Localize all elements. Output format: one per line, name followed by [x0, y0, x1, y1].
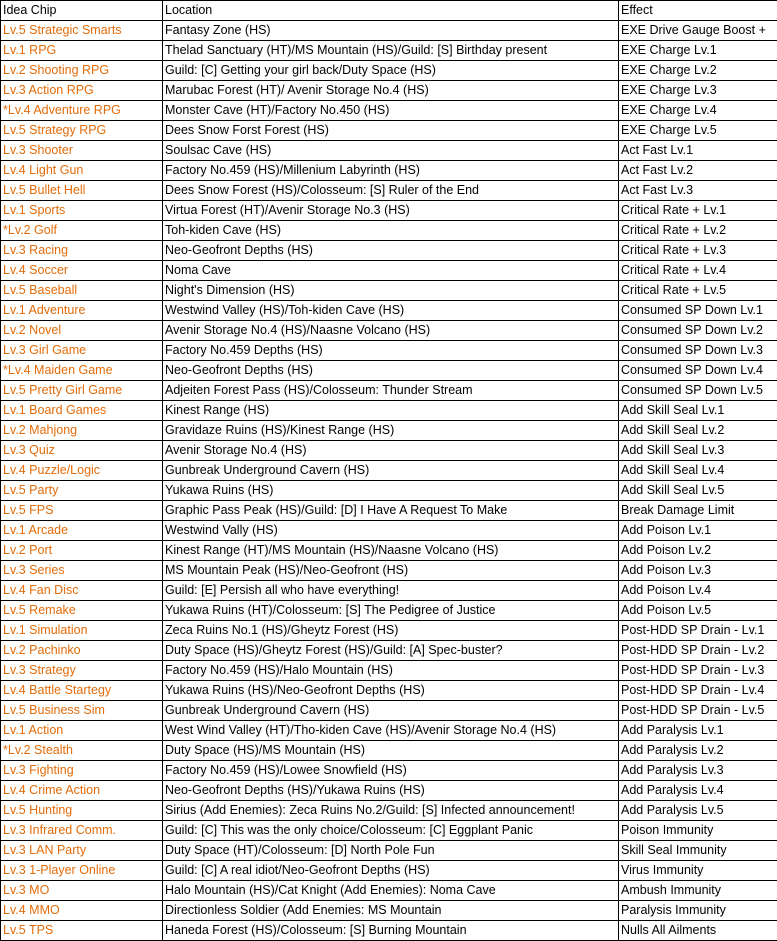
location-cell: Neo-Geofront Depths (HS)/Yukawa Ruins (HS): [163, 781, 619, 801]
idea-chip-cell: Lv.3 Action RPG: [1, 81, 163, 101]
effect-cell: Add Skill Seal Lv.4: [619, 461, 777, 481]
effect-cell: EXE Charge Lv.5: [619, 121, 777, 141]
location-cell: Adjeiten Forest Pass (HS)/Colosseum: Thunder Stream: [163, 381, 619, 401]
location-cell: West Wind Valley (HT)/Tho-kiden Cave (HS)/Avenir Storage No.4 (HS): [163, 721, 619, 741]
idea-chip-cell: Lv.5 FPS: [1, 501, 163, 521]
table-row: [1, 241, 777, 261]
table-row: [1, 381, 777, 401]
table-row: [1, 701, 777, 721]
table-row: [1, 901, 777, 921]
table-row: [1, 861, 777, 881]
header-row: [1, 1, 777, 21]
idea-chip-cell: Lv.2 Port: [1, 541, 163, 561]
table-row: [1, 841, 777, 861]
effect-cell: Ambush Immunity: [619, 881, 777, 901]
effect-cell: Act Fast Lv.3: [619, 181, 777, 201]
location-cell: Guild: [E] Persish all who have everything!: [163, 581, 619, 601]
effect-cell: EXE Charge Lv.3: [619, 81, 777, 101]
location-cell: Neo-Geofront Depths (HS): [163, 361, 619, 381]
idea-chip-cell: Lv.5 Business Sim: [1, 701, 163, 721]
table-row: [1, 101, 777, 121]
table-row: [1, 41, 777, 61]
table-row: [1, 61, 777, 81]
idea-chip-cell: Lv.1 Adventure: [1, 301, 163, 321]
effect-cell: Add Paralysis Lv.4: [619, 781, 777, 801]
table-row: [1, 661, 777, 681]
effect-cell: EXE Charge Lv.4: [619, 101, 777, 121]
effect-cell: Post-HDD SP Drain - Lv.3: [619, 661, 777, 681]
effect-cell: Consumed SP Down Lv.2: [619, 321, 777, 341]
table-row: [1, 721, 777, 741]
location-cell: Dees Snow Forst Forest (HS): [163, 121, 619, 141]
location-cell: Night's Dimension (HS): [163, 281, 619, 301]
idea-chip-cell: Lv.4 Puzzle/Logic: [1, 461, 163, 481]
effect-cell: Add Poison Lv.1: [619, 521, 777, 541]
table-row: [1, 541, 777, 561]
idea-chip-cell: Lv.5 TPS: [1, 921, 163, 941]
effect-cell: Act Fast Lv.1: [619, 141, 777, 161]
location-cell: Avenir Storage No.4 (HS): [163, 441, 619, 461]
table-row: [1, 121, 777, 141]
table-row: [1, 441, 777, 461]
effect-cell: Consumed SP Down Lv.5: [619, 381, 777, 401]
effect-cell: Add Paralysis Lv.3: [619, 761, 777, 781]
location-cell: Duty Space (HS)/Gheytz Forest (HS)/Guild: [A] Spec-buster?: [163, 641, 619, 661]
location-cell: Guild: [C] This was the only choice/Colosseum: [C] Eggplant Panic: [163, 821, 619, 841]
idea-chip-cell: Lv.5 Baseball: [1, 281, 163, 301]
effect-cell: Add Poison Lv.5: [619, 601, 777, 621]
idea-chip-cell: Lv.1 Action: [1, 721, 163, 741]
table-row: [1, 881, 777, 901]
idea-chip-cell: Lv.4 Battle Startegy: [1, 681, 163, 701]
table-row: [1, 781, 777, 801]
table-row: [1, 321, 777, 341]
table-row: [1, 21, 777, 41]
idea-chip-cell: Lv.4 MMO: [1, 901, 163, 921]
location-cell: Factory No.459 (HS)/Millenium Labyrinth (HS): [163, 161, 619, 181]
effect-cell: Add Skill Seal Lv.1: [619, 401, 777, 421]
table-row: [1, 461, 777, 481]
location-cell: Fantasy Zone (HS): [163, 21, 619, 41]
location-cell: Monster Cave (HT)/Factory No.450 (HS): [163, 101, 619, 121]
table-row: [1, 761, 777, 781]
location-cell: Westwind Valley (HS)/Toh-kiden Cave (HS): [163, 301, 619, 321]
location-cell: Factory No.459 (HS)/Halo Mountain (HS): [163, 661, 619, 681]
effect-cell: Add Poison Lv.4: [619, 581, 777, 601]
effect-cell: EXE Drive Gauge Boost +: [619, 21, 777, 41]
idea-chip-cell: Lv.1 Board Games: [1, 401, 163, 421]
location-cell: Yukawa Ruins (HS)/Neo-Geofront Depths (HS): [163, 681, 619, 701]
table-row: [1, 261, 777, 281]
location-cell: Thelad Sanctuary (HT)/MS Mountain (HS)/Guild: [S] Birthday present: [163, 41, 619, 61]
idea-chip-cell: Lv.3 Shooter: [1, 141, 163, 161]
effect-cell: Add Poison Lv.2: [619, 541, 777, 561]
idea-chip-cell: *Lv.2 Golf: [1, 221, 163, 241]
effect-cell: Critical Rate + Lv.3: [619, 241, 777, 261]
effect-cell: EXE Charge Lv.2: [619, 61, 777, 81]
idea-chip-cell: Lv.3 Infrared Comm.: [1, 821, 163, 841]
table-row: [1, 81, 777, 101]
effect-cell: Add Skill Seal Lv.2: [619, 421, 777, 441]
location-cell: Kinest Range (HT)/MS Mountain (HS)/Naasne Volcano (HS): [163, 541, 619, 561]
table-row: [1, 821, 777, 841]
table-row: [1, 581, 777, 601]
table-row: [1, 201, 777, 221]
table-row: [1, 741, 777, 761]
location-cell: Toh-kiden Cave (HS): [163, 221, 619, 241]
table-row: [1, 681, 777, 701]
idea-chip-cell: Lv.4 Soccer: [1, 261, 163, 281]
effect-cell: Nulls All Ailments: [619, 921, 777, 941]
table-row: [1, 621, 777, 641]
location-cell: Gravidaze Ruins (HS)/Kinest Range (HS): [163, 421, 619, 441]
effect-cell: Critical Rate + Lv.2: [619, 221, 777, 241]
idea-chip-cell: Lv.5 Bullet Hell: [1, 181, 163, 201]
idea-chip-cell: Lv.2 Mahjong: [1, 421, 163, 441]
location-cell: Gunbreak Underground Cavern (HS): [163, 461, 619, 481]
location-cell: Factory No.459 Depths (HS): [163, 341, 619, 361]
idea-chip-cell: Lv.5 Pretty Girl Game: [1, 381, 163, 401]
idea-chip-cell: Lv.1 RPG: [1, 41, 163, 61]
effect-cell: Post-HDD SP Drain - Lv.1: [619, 621, 777, 641]
effect-cell: Add Skill Seal Lv.5: [619, 481, 777, 501]
idea-chip-cell: Lv.1 Arcade: [1, 521, 163, 541]
table-row: [1, 601, 777, 621]
idea-chip-cell: Lv.5 Hunting: [1, 801, 163, 821]
effect-cell: Paralysis Immunity: [619, 901, 777, 921]
table-row: [1, 421, 777, 441]
location-cell: Guild: [C] Getting your girl back/Duty Space (HS): [163, 61, 619, 81]
idea-chip-cell: Lv.1 Simulation: [1, 621, 163, 641]
idea-chip-cell: *Lv.2 Stealth: [1, 741, 163, 761]
idea-chip-cell: Lv.3 MO: [1, 881, 163, 901]
idea-chip-cell: Lv.4 Fan Disc: [1, 581, 163, 601]
effect-cell: Break Damage Limit: [619, 501, 777, 521]
location-cell: Yukawa Ruins (HS): [163, 481, 619, 501]
table-row: [1, 281, 777, 301]
effect-cell: Post-HDD SP Drain - Lv.5: [619, 701, 777, 721]
location-cell: Graphic Pass Peak (HS)/Guild: [D] I Have A Request To Make: [163, 501, 619, 521]
idea-chip-cell: Lv.3 Series: [1, 561, 163, 581]
idea-chip-cell: Lv.4 Light Gun: [1, 161, 163, 181]
effect-cell: Consumed SP Down Lv.3: [619, 341, 777, 361]
idea-chip-cell: Lv.5 Party: [1, 481, 163, 501]
location-cell: Directionless Soldier (Add Enemies: MS Mountain: [163, 901, 619, 921]
idea-chip-cell: Lv.2 Pachinko: [1, 641, 163, 661]
location-cell: Yukawa Ruins (HT)/Colosseum: [S] The Pedigree of Justice: [163, 601, 619, 621]
location-cell: Haneda Forest (HS)/Colosseum: [S] Burning Mountain: [163, 921, 619, 941]
location-cell: Kinest Range (HS): [163, 401, 619, 421]
idea-chip-cell: Lv.5 Strategy RPG: [1, 121, 163, 141]
effect-cell: Add Paralysis Lv.1: [619, 721, 777, 741]
effect-cell: Add Skill Seal Lv.3: [619, 441, 777, 461]
location-cell: Sirius (Add Enemies): Zeca Ruins No.2/Guild: [S] Infected announcement!: [163, 801, 619, 821]
idea-chip-cell: Lv.5 Remake: [1, 601, 163, 621]
location-cell: Zeca Ruins No.1 (HS)/Gheytz Forest (HS): [163, 621, 619, 641]
effect-cell: Add Poison Lv.3: [619, 561, 777, 581]
table-row: [1, 161, 777, 181]
table-row: [1, 561, 777, 581]
effect-cell: Poison Immunity: [619, 821, 777, 841]
idea-chip-cell: Lv.5 Strategic Smarts: [1, 21, 163, 41]
table-row: [1, 641, 777, 661]
idea-chip-cell: Lv.4 Crime Action: [1, 781, 163, 801]
table-row: [1, 501, 777, 521]
location-cell: Avenir Storage No.4 (HS)/Naasne Volcano (HS): [163, 321, 619, 341]
table-row: [1, 521, 777, 541]
effect-cell: Virus Immunity: [619, 861, 777, 881]
table-row: [1, 481, 777, 501]
location-cell: Factory No.459 (HS)/Lowee Snowfield (HS): [163, 761, 619, 781]
header-idea-chip: Idea Chip: [1, 1, 163, 21]
location-cell: Guild: [C] A real idiot/Neo-Geofront Depths (HS): [163, 861, 619, 881]
idea-chip-cell: Lv.3 Quiz: [1, 441, 163, 461]
idea-chip-cell: Lv.2 Novel: [1, 321, 163, 341]
location-cell: Duty Space (HT)/Colosseum: [D] North Pole Fun: [163, 841, 619, 861]
idea-chip-cell: Lv.2 Shooting RPG: [1, 61, 163, 81]
table-row: [1, 221, 777, 241]
effect-cell: Critical Rate + Lv.1: [619, 201, 777, 221]
effect-cell: Add Paralysis Lv.5: [619, 801, 777, 821]
effect-cell: Consumed SP Down Lv.4: [619, 361, 777, 381]
effect-cell: Skill Seal Immunity: [619, 841, 777, 861]
location-cell: Virtua Forest (HT)/Avenir Storage No.3 (HS): [163, 201, 619, 221]
table-row: [1, 301, 777, 321]
header-effect: Effect: [619, 1, 777, 21]
location-cell: Duty Space (HS)/MS Mountain (HS): [163, 741, 619, 761]
location-cell: Marubac Forest (HT)/ Avenir Storage No.4 (HS): [163, 81, 619, 101]
idea-chip-cell: *Lv.4 Maiden Game: [1, 361, 163, 381]
effect-cell: Post-HDD SP Drain - Lv.4: [619, 681, 777, 701]
effect-cell: Critical Rate + Lv.4: [619, 261, 777, 281]
idea-chip-cell: Lv.3 Racing: [1, 241, 163, 261]
effect-cell: Critical Rate + Lv.5: [619, 281, 777, 301]
location-cell: MS Mountain Peak (HS)/Neo-Geofront (HS): [163, 561, 619, 581]
effect-cell: Add Paralysis Lv.2: [619, 741, 777, 761]
table-row: [1, 921, 777, 941]
idea-chip-cell: *Lv.4 Adventure RPG: [1, 101, 163, 121]
table-row: [1, 341, 777, 361]
table-row: [1, 361, 777, 381]
effect-cell: Post-HDD SP Drain - Lv.2: [619, 641, 777, 661]
idea-chip-cell: Lv.3 Strategy: [1, 661, 163, 681]
idea-chip-cell: Lv.3 Girl Game: [1, 341, 163, 361]
idea-chip-cell: Lv.1 Sports: [1, 201, 163, 221]
table-row: [1, 801, 777, 821]
location-cell: Dees Snow Forest (HS)/Colosseum: [S] Ruler of the End: [163, 181, 619, 201]
location-cell: Noma Cave: [163, 261, 619, 281]
effect-cell: Act Fast Lv.2: [619, 161, 777, 181]
table-row: [1, 401, 777, 421]
location-cell: Neo-Geofront Depths (HS): [163, 241, 619, 261]
idea-chip-cell: Lv.3 Fighting: [1, 761, 163, 781]
header-location: Location: [163, 1, 619, 21]
location-cell: Gunbreak Underground Cavern (HS): [163, 701, 619, 721]
effect-cell: EXE Charge Lv.1: [619, 41, 777, 61]
table-row: [1, 181, 777, 201]
location-cell: Soulsac Cave (HS): [163, 141, 619, 161]
idea-chip-cell: Lv.3 LAN Party: [1, 841, 163, 861]
location-cell: Halo Mountain (HS)/Cat Knight (Add Enemies): Noma Cave: [163, 881, 619, 901]
table-row: [1, 141, 777, 161]
effect-cell: Consumed SP Down Lv.1: [619, 301, 777, 321]
location-cell: Westwind Vally (HS): [163, 521, 619, 541]
idea-chip-cell: Lv.3 1-Player Online: [1, 861, 163, 881]
